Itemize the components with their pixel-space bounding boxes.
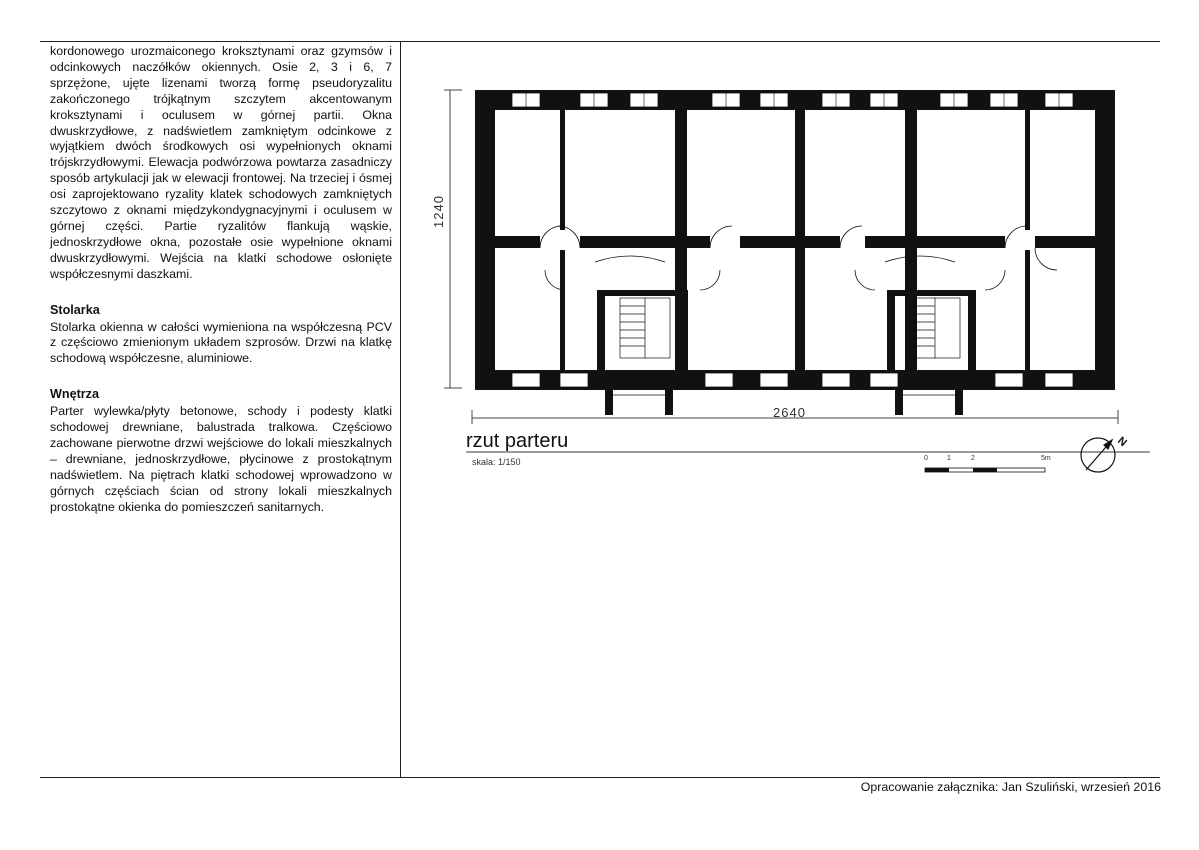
north-label: N [1115,434,1129,450]
plan-title: rzut parteru [466,430,569,452]
stolarka-heading: Stolarka [50,302,100,317]
north-arrow-icon [1081,438,1115,472]
wnetrza-paragraph: Parter wylewka/płyty betonowe, schody i podesty klatki schodowej drewniane, balustrada tralkowa. Częściowo zachowane pierwotne drzwi wejściowe do lokali mieszkalnych – drewniane, jednoskrzydłowe, płycinowe z prostokątnym nadświetlem. Na piętrach klatki schodowej wprowadzono w górnych częściach ścian od strony lokali mieszkalnych prostokątne okienka do pomieszczeń sanitarnych. [50,404,392,514]
footer-credit: Opracowanie załącznika: Jan Szuliński, wrzesień 2016 [860,780,1161,794]
stolarka-paragraph: Stolarka okienna w całości wymieniona na współczesną PCV z częściowo zmienionym układem szprosów. Drzwi na klatkę schodową współczesne, aluminiowe. [50,319,392,366]
intro-paragraph: kordonowego urozmaiconego kroksztynami oraz gzymsów i odcinkowych naczółków okiennych. Osie 2, 3 i 6, 7 sprzężone, ujęte lizenami tworzą formę pseudoryzalitu zakończonego trójkątnym szczytem akcentowanym kroksztynami i oculusem w górnej partii. Okna dwuskrzydłowe, z nadświetlem zamkniętym odcinkowe z wyjątkiem dwóch środkowych osi wypełnionych oknami trójskrzydłowymi. Elewacja podwórzowa powtarza zasadniczy sposób artykulacji jak w elewacji frontowej. Na trzeciej i ósmej osi zaprojektowano ryzality klatek schodowych zamkniętych szczytowo z oknami międzykondygnacyjnymi i oculusem w górnej części. Partie ryzalitów flankują wąskie, jednoskrzydłowe okna, pozostałe osie wypełnione oknami dwuskrzydłowymi. Wejścia na klatki schodowe osłonięte współczesnymi daszkami. [50,44,392,281]
scale-bar [925,468,1045,472]
frame-column-divider [400,41,401,777]
dimension-width-label: 2640 [773,405,806,420]
floor-plan-drawing [410,55,1150,485]
walls [475,90,1115,415]
frame-bottom-line [40,777,1160,778]
frame-top-line [40,41,1160,42]
plan-scale-label: skala: 1/150 [472,457,521,467]
description-column [50,44,392,515]
dimension-height-label: 1240 [431,195,446,228]
wnetrza-heading: Wnętrza [50,387,99,402]
